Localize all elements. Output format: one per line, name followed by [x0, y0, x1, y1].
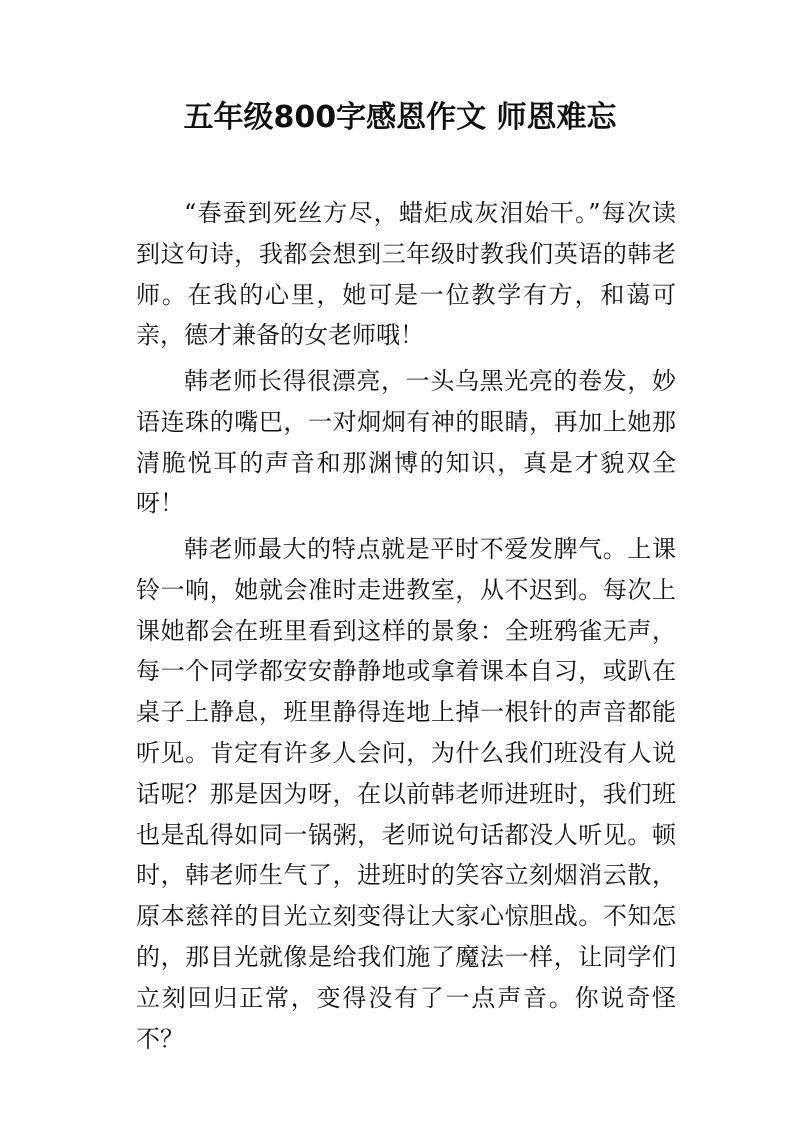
document-title: 五年级800字感恩作文 师恩难忘	[183, 100, 617, 135]
paragraph-2: 韩老师长得很漂亮，一头乌黑光亮的卷发，妙语连珠的嘴巴，一对炯炯有神的眼睛，再加上她那清脆悦耳的声音和那渊博的知识，真是才貌双全呀！	[136, 367, 676, 518]
paragraph-3: 韩老师最大的特点就是平时不爱发脾气。上课铃一响，她就会准时走进教室，从不迟到。每次上课她都会在班里看到这样的景象：全班鸦雀无声，每一个同学都安安静静地或拿着课本自习，或趴在桌子上静息，班里静得连地上掉一根针的声音都能听见。肯定有许多人会问，为什么我们班没有人说话呢？那是因为呀，在以前韩老师进班时，我们班也是乱得如同一锅粥，老师说句话都没人听见。顿时，韩老师生气了，进班时的笑容立刻烟消云散，原本慈祥的目光立刻变得让大家心惊胆战。不知怎的，那目光就像是给我们施了魔法一样，让同学们立刻回归正常，变得没有了一点声音。你说奇怪不？	[136, 535, 676, 1053]
paragraph-1: “春蚕到死丝方尽，蜡炬成灰泪始干。”每次读到这句诗，我都会想到三年级时教我们英语的韩老师。在我的心里，她可是一位教学有方，和蔼可亲，德才兼备的女老师哦！	[136, 199, 676, 350]
